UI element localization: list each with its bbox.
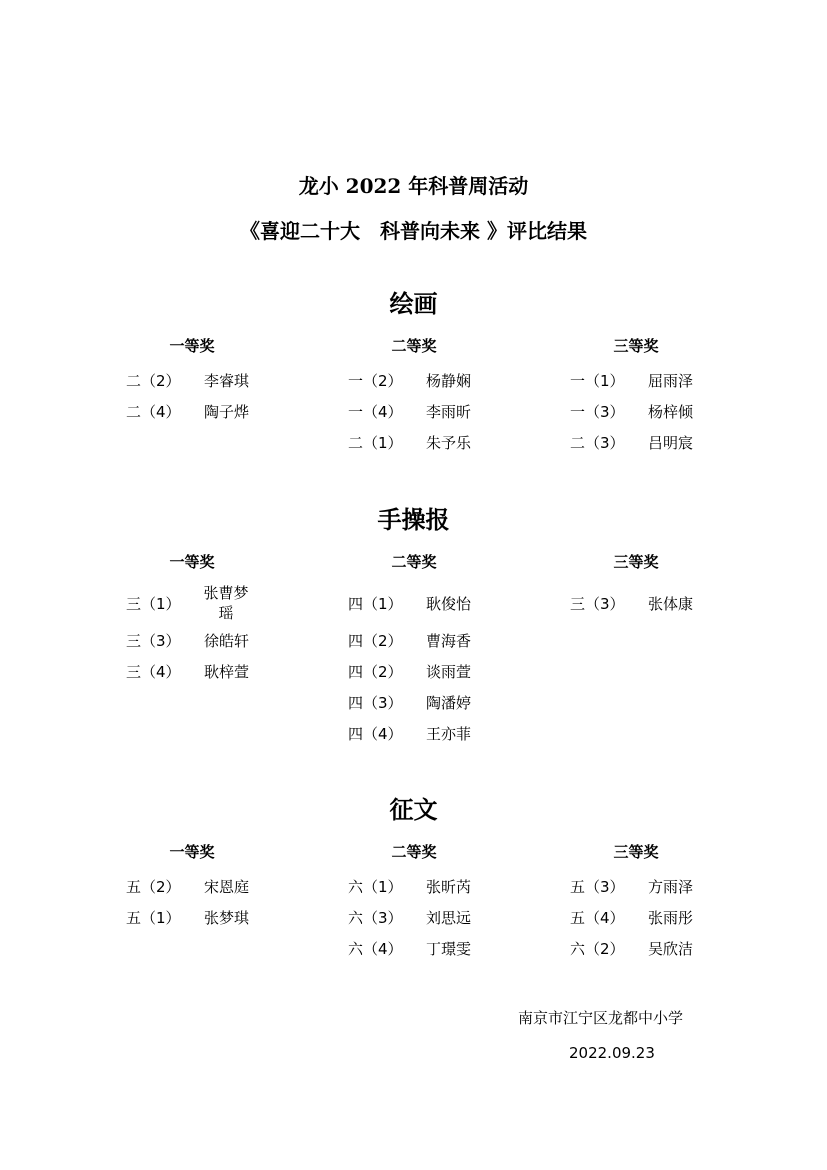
student-name: 杨梓倾 [648, 403, 694, 421]
student-name: 张雨彤 [648, 909, 694, 927]
class-label: 三（1） [126, 595, 181, 613]
class-label: 六（2） [570, 940, 625, 958]
class-label: 六（1） [348, 878, 403, 896]
class-label: 六（4） [348, 940, 403, 958]
list-item [338, 907, 518, 938]
student-name: 陶潘婷 [426, 694, 472, 712]
list-item [560, 370, 740, 401]
list-item [116, 370, 296, 401]
class-label: 五（2） [126, 878, 181, 896]
list-item [338, 630, 518, 661]
award-heading: 三等奖 [613, 337, 659, 355]
list-item [560, 401, 740, 432]
list-item [338, 593, 518, 624]
list-item [116, 401, 296, 432]
list-item [560, 593, 740, 624]
student-name: 王亦菲 [426, 725, 472, 743]
student-name: 耿俊怡 [426, 595, 472, 613]
award-heading: 二等奖 [391, 843, 437, 861]
list-item [338, 401, 518, 432]
student-name: 屈雨泽 [648, 372, 694, 390]
class-label: 一（4） [348, 403, 403, 421]
student-name: 张体康 [648, 595, 694, 613]
award-heading: 三等奖 [613, 553, 659, 571]
class-label: 四（3） [348, 694, 403, 712]
award-heading: 一等奖 [169, 553, 215, 571]
student-name: 谈雨萱 [426, 663, 472, 681]
student-name: 张曹梦瑶 [203, 584, 249, 622]
student-name: 吕明宸 [648, 434, 694, 452]
list-item [338, 723, 518, 754]
award-heading: 一等奖 [169, 337, 215, 355]
list-item [116, 661, 296, 692]
student-name: 方雨泽 [648, 878, 694, 896]
student-name: 徐皓轩 [204, 632, 250, 650]
list-item [116, 584, 296, 624]
class-label: 六（3） [348, 909, 403, 927]
student-name: 吴欣洁 [648, 940, 694, 958]
list-item [560, 432, 740, 463]
list-item [338, 370, 518, 401]
list-item [338, 432, 518, 463]
student-name: 宋恩庭 [204, 878, 250, 896]
class-label: 五（1） [126, 909, 181, 927]
list-item [338, 938, 518, 969]
class-label: 三（4） [126, 663, 181, 681]
student-name: 张梦琪 [204, 909, 250, 927]
section-title: 征文 [389, 795, 438, 824]
section-title: 手操报 [377, 505, 450, 534]
school-name: 南京市江宁区龙都中小学 [518, 1009, 684, 1027]
student-name: 丁璟雯 [426, 940, 472, 958]
class-label: 四（4） [348, 725, 403, 743]
class-label: 二（2） [126, 372, 181, 390]
award-heading: 二等奖 [391, 337, 437, 355]
class-label: 二（1） [348, 434, 403, 452]
award-heading: 一等奖 [169, 843, 215, 861]
list-item [116, 907, 296, 938]
class-label: 三（3） [570, 595, 625, 613]
class-label: 四（1） [348, 595, 403, 613]
list-item [116, 630, 296, 661]
list-item [338, 661, 518, 692]
class-label: 五（4） [570, 909, 625, 927]
student-name: 朱予乐 [426, 434, 472, 452]
section-title: 绘画 [389, 289, 438, 318]
award-heading: 三等奖 [613, 843, 659, 861]
issue-date: 2022.09.23 [569, 1044, 655, 1062]
student-name: 李睿琪 [204, 372, 250, 390]
student-name: 耿梓萱 [204, 663, 250, 681]
list-item [560, 938, 740, 969]
list-item [338, 692, 518, 723]
class-label: 三（3） [126, 632, 181, 650]
student-name: 李雨昕 [426, 403, 472, 421]
page-title: 龙小 2022 年科普周活动 [298, 174, 529, 198]
list-item [560, 876, 740, 907]
class-label: 一（3） [570, 403, 625, 421]
class-label: 二（4） [126, 403, 181, 421]
class-label: 五（3） [570, 878, 625, 896]
student-name: 刘思远 [426, 909, 472, 927]
class-label: 四（2） [348, 632, 403, 650]
list-item [338, 876, 518, 907]
list-item [560, 907, 740, 938]
student-name: 张昕芮 [426, 878, 472, 896]
student-name: 陶子烨 [204, 403, 250, 421]
class-label: 一（2） [348, 372, 403, 390]
page-subtitle: 《喜迎二十大 科普向未来 》评比结果 [240, 219, 587, 243]
class-label: 二（3） [570, 434, 625, 452]
list-item [116, 876, 296, 907]
class-label: 四（2） [348, 663, 403, 681]
class-label: 一（1） [570, 372, 625, 390]
award-heading: 二等奖 [391, 553, 437, 571]
student-name: 杨静娴 [426, 372, 472, 390]
student-name: 曹海香 [426, 632, 472, 650]
